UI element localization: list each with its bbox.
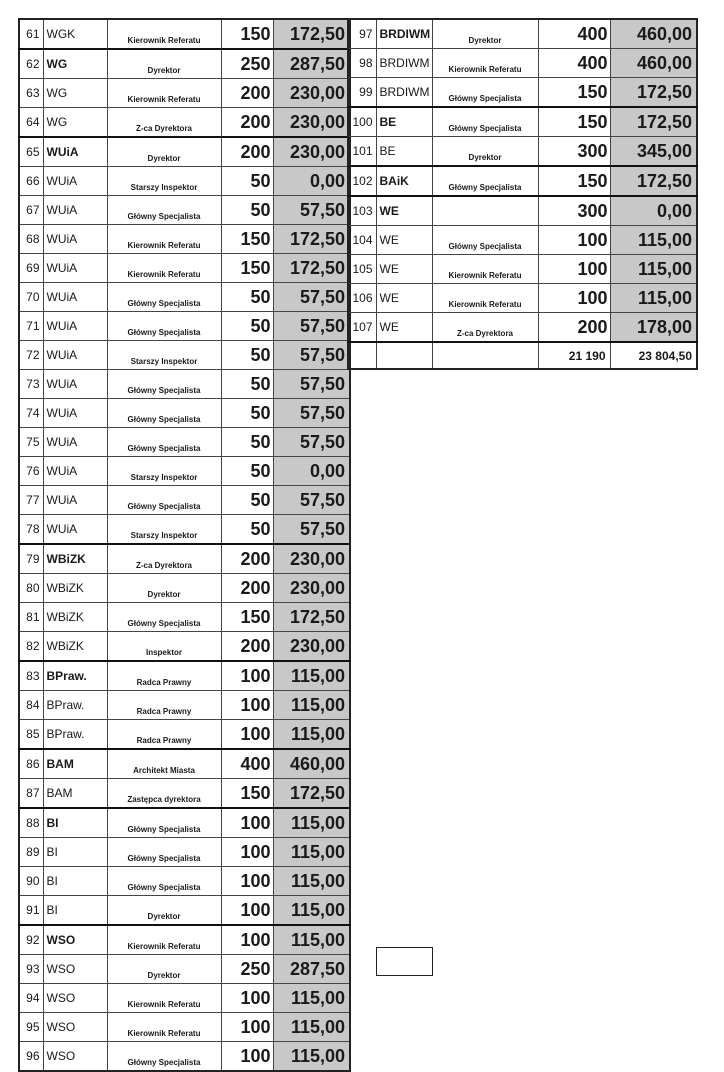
value: 57,50 [273, 283, 350, 312]
department-code: WUiA [43, 428, 107, 457]
amount: 50 [221, 486, 273, 515]
row-number: 79 [19, 544, 43, 574]
table-row [348, 313, 697, 343]
amount: 300 [538, 196, 610, 226]
row-number: 98 [348, 49, 376, 78]
position-title: Starszy Inspektor [107, 457, 221, 486]
department-code: BPraw. [43, 720, 107, 750]
totals-section [348, 342, 697, 369]
value: 230,00 [273, 79, 350, 108]
value: 115,00 [273, 925, 350, 955]
row-number: 65 [19, 137, 43, 167]
position-title: Główny Specjalista [432, 78, 538, 108]
position-title: Radca Prawny [107, 661, 221, 691]
amount: 100 [221, 720, 273, 750]
position-title: Zastępca dyrektora [107, 779, 221, 809]
table-row [19, 341, 350, 370]
position-title: Dyrektor [432, 137, 538, 167]
value: 115,00 [273, 691, 350, 720]
department-code: WUiA [43, 312, 107, 341]
table-row [348, 137, 697, 167]
table-row [19, 867, 350, 896]
row-number: 105 [348, 255, 376, 284]
department-code: WG [43, 108, 107, 138]
row-number: 95 [19, 1013, 43, 1042]
row-number: 67 [19, 196, 43, 225]
row-number: 90 [19, 867, 43, 896]
amount: 150 [538, 78, 610, 108]
table-row [19, 779, 350, 809]
table-row [19, 196, 350, 225]
table-row [348, 107, 697, 137]
table-row [19, 399, 350, 428]
department-code: WBiZK [43, 574, 107, 603]
amount: 100 [221, 1042, 273, 1072]
empty-box [376, 947, 433, 976]
department-code: WUiA [43, 137, 107, 167]
department-code: BE [376, 137, 432, 167]
department-code: WGK [43, 19, 107, 49]
amount: 50 [221, 167, 273, 196]
row-number: 102 [348, 166, 376, 196]
department-code: WE [376, 255, 432, 284]
table-row [348, 255, 697, 284]
amount: 50 [221, 341, 273, 370]
department-code: WUiA [43, 167, 107, 196]
table-row [19, 925, 350, 955]
table-row [19, 486, 350, 515]
department-code: WE [376, 284, 432, 313]
row-number: 99 [348, 78, 376, 108]
row-number: 94 [19, 984, 43, 1013]
table-row [19, 108, 350, 138]
value: 57,50 [273, 515, 350, 545]
right-table-body [348, 19, 697, 342]
row-number: 97 [348, 19, 376, 49]
department-code: WSO [43, 925, 107, 955]
department-code: WUiA [43, 399, 107, 428]
amount: 200 [221, 79, 273, 108]
value: 57,50 [273, 486, 350, 515]
table-row [19, 808, 350, 838]
department-code: WUiA [43, 254, 107, 283]
table-row [19, 896, 350, 926]
department-code: WE [376, 196, 432, 226]
position-title: Główny Specjalista [107, 486, 221, 515]
row-number: 77 [19, 486, 43, 515]
position-title: Kierownik Referatu [107, 254, 221, 283]
department-code: WUiA [43, 486, 107, 515]
row-number: 92 [19, 925, 43, 955]
table-row [19, 167, 350, 196]
position-title: Z-ca Dyrektora [432, 313, 538, 343]
value: 0,00 [610, 196, 697, 226]
position-title: Dyrektor [107, 137, 221, 167]
table-row [19, 457, 350, 486]
value: 115,00 [273, 838, 350, 867]
amount: 300 [538, 137, 610, 167]
table-row [19, 661, 350, 691]
row-number: 71 [19, 312, 43, 341]
value: 172,50 [273, 225, 350, 254]
position-title: Główny Specjalista [107, 196, 221, 225]
row-number: 107 [348, 313, 376, 343]
position-title: Kierownik Referatu [107, 19, 221, 49]
amount: 400 [538, 49, 610, 78]
amount: 100 [538, 284, 610, 313]
row-number: 106 [348, 284, 376, 313]
department-code: WUiA [43, 370, 107, 399]
position-title: Kierownik Referatu [432, 284, 538, 313]
value: 115,00 [273, 867, 350, 896]
position-title: Dyrektor [432, 19, 538, 49]
position-title: Główny Specjalista [107, 370, 221, 399]
position-title: Główny Specjalista [432, 107, 538, 137]
value: 287,50 [273, 955, 350, 984]
position-title: Radca Prawny [107, 691, 221, 720]
department-code: BPraw. [43, 661, 107, 691]
row-number: 104 [348, 226, 376, 255]
table-row [348, 226, 697, 255]
position-title: Kierownik Referatu [107, 925, 221, 955]
department-code: WUiA [43, 515, 107, 545]
value: 57,50 [273, 370, 350, 399]
value: 115,00 [273, 661, 350, 691]
position-title: Radca Prawny [107, 720, 221, 750]
department-code: WUiA [43, 341, 107, 370]
department-code: WUiA [43, 225, 107, 254]
position-title: Główny Specjalista [107, 1042, 221, 1072]
position-title: Architekt Miasta [107, 749, 221, 779]
value: 172,50 [610, 166, 697, 196]
amount: 100 [221, 1013, 273, 1042]
value: 460,00 [610, 49, 697, 78]
row-number: 100 [348, 107, 376, 137]
department-code: WSO [43, 955, 107, 984]
amount: 100 [221, 661, 273, 691]
table-row [19, 1013, 350, 1042]
department-code: BRDIWM [376, 19, 432, 49]
row-number: 70 [19, 283, 43, 312]
department-code: BAiK [376, 166, 432, 196]
department-code: WG [43, 49, 107, 79]
row-number: 87 [19, 779, 43, 809]
row-number: 84 [19, 691, 43, 720]
value: 115,00 [273, 1042, 350, 1072]
table-row [19, 984, 350, 1013]
value: 172,50 [273, 603, 350, 632]
amount: 400 [538, 19, 610, 49]
position-title: Główny Specjalista [107, 399, 221, 428]
row-number: 75 [19, 428, 43, 457]
position-title: Starszy Inspektor [107, 515, 221, 545]
amount: 100 [221, 691, 273, 720]
table-row [19, 49, 350, 79]
row-number: 103 [348, 196, 376, 226]
position-title: Starszy Inspektor [107, 167, 221, 196]
table-row [19, 428, 350, 457]
amount: 250 [221, 955, 273, 984]
value: 115,00 [273, 808, 350, 838]
department-code: BRDIWM [376, 49, 432, 78]
row-number: 78 [19, 515, 43, 545]
row-number: 89 [19, 838, 43, 867]
position-title: Inspektor [107, 632, 221, 662]
value: 172,50 [273, 779, 350, 809]
value: 460,00 [610, 19, 697, 49]
row-number: 96 [19, 1042, 43, 1072]
row-number: 64 [19, 108, 43, 138]
value: 172,50 [273, 19, 350, 49]
amount: 150 [221, 225, 273, 254]
table-row [348, 49, 697, 78]
value: 57,50 [273, 312, 350, 341]
value: 115,00 [273, 720, 350, 750]
row-number: 68 [19, 225, 43, 254]
row-number: 91 [19, 896, 43, 926]
department-code: BAM [43, 779, 107, 809]
position-title: Kierownik Referatu [432, 255, 538, 284]
value: 115,00 [610, 255, 697, 284]
table-row [348, 166, 697, 196]
table-row [19, 515, 350, 545]
value: 115,00 [273, 1013, 350, 1042]
table-row [19, 632, 350, 662]
left-table-body [19, 19, 350, 1071]
row-number: 83 [19, 661, 43, 691]
department-code: WSO [43, 1013, 107, 1042]
value: 57,50 [273, 196, 350, 225]
row-number: 88 [19, 808, 43, 838]
amount: 150 [221, 254, 273, 283]
row-number: 69 [19, 254, 43, 283]
amount: 150 [221, 603, 273, 632]
amount: 100 [221, 808, 273, 838]
value: 345,00 [610, 137, 697, 167]
row-number: 66 [19, 167, 43, 196]
value: 0,00 [273, 167, 350, 196]
amount: 100 [221, 838, 273, 867]
position-title: Kierownik Referatu [107, 1013, 221, 1042]
row-number: 86 [19, 749, 43, 779]
value: 230,00 [273, 632, 350, 662]
table-row [19, 574, 350, 603]
department-code: WSO [43, 1042, 107, 1072]
value: 178,00 [610, 313, 697, 343]
department-code: BPraw. [43, 691, 107, 720]
value: 115,00 [273, 984, 350, 1013]
amount: 200 [221, 108, 273, 138]
department-code: BI [43, 838, 107, 867]
row-number: 74 [19, 399, 43, 428]
department-code: WUiA [43, 457, 107, 486]
table-row [19, 137, 350, 167]
value: 115,00 [273, 896, 350, 926]
position-title: Kierownik Referatu [432, 49, 538, 78]
table-row [19, 19, 350, 49]
table-row [19, 254, 350, 283]
table-row [19, 749, 350, 779]
amount: 50 [221, 370, 273, 399]
table-row [348, 19, 697, 49]
row-number: 61 [19, 19, 43, 49]
amount: 50 [221, 457, 273, 486]
row-number: 93 [19, 955, 43, 984]
table-row [348, 196, 697, 226]
position-title: Dyrektor [107, 955, 221, 984]
value: 115,00 [610, 226, 697, 255]
amount: 200 [221, 544, 273, 574]
amount: 50 [221, 399, 273, 428]
amount: 100 [221, 896, 273, 926]
department-code: WE [376, 226, 432, 255]
position-title: Dyrektor [107, 896, 221, 926]
table-row [19, 1042, 350, 1072]
table-row [19, 691, 350, 720]
position-title: Główny Specjalista [107, 312, 221, 341]
row-number: 81 [19, 603, 43, 632]
table-row [19, 283, 350, 312]
position-title: Główny Specjalista [107, 808, 221, 838]
amount: 100 [221, 867, 273, 896]
amount: 150 [538, 166, 610, 196]
position-title: Główny Specjalista [432, 226, 538, 255]
table-row [19, 603, 350, 632]
department-code: BE [376, 107, 432, 137]
position-title: Główny Specjalista [107, 867, 221, 896]
position-title: Dyrektor [107, 574, 221, 603]
position-title: Kierownik Referatu [107, 984, 221, 1013]
value: 57,50 [273, 428, 350, 457]
position-title: Kierownik Referatu [107, 79, 221, 108]
amount: 50 [221, 283, 273, 312]
total-amount: 21 190 [538, 342, 610, 369]
department-code: WG [43, 79, 107, 108]
amount: 150 [538, 107, 610, 137]
amount: 50 [221, 312, 273, 341]
table-row [19, 225, 350, 254]
amount: 400 [221, 749, 273, 779]
row-number: 63 [19, 79, 43, 108]
position-title: Główny Specjalista [432, 166, 538, 196]
value: 57,50 [273, 399, 350, 428]
department-code: WBiZK [43, 632, 107, 662]
value: 0,00 [273, 457, 350, 486]
total-value: 23 804,50 [610, 342, 697, 369]
amount: 100 [221, 925, 273, 955]
position-title: Dyrektor [107, 49, 221, 79]
value: 230,00 [273, 108, 350, 138]
table-row [19, 955, 350, 984]
amount: 150 [221, 779, 273, 809]
row-number: 72 [19, 341, 43, 370]
amount: 200 [221, 632, 273, 662]
value: 57,50 [273, 341, 350, 370]
value: 172,50 [610, 107, 697, 137]
table-row [19, 720, 350, 750]
table-row [19, 312, 350, 341]
position-title: Starszy Inspektor [107, 341, 221, 370]
left-table [18, 18, 351, 1072]
position-title: Główny Specjalista [107, 838, 221, 867]
amount: 250 [221, 49, 273, 79]
value: 230,00 [273, 544, 350, 574]
totals-empty-position [432, 342, 538, 369]
amount: 50 [221, 428, 273, 457]
row-number: 82 [19, 632, 43, 662]
department-code: BI [43, 867, 107, 896]
department-code: WUiA [43, 283, 107, 312]
totals-row [348, 342, 697, 369]
value: 230,00 [273, 574, 350, 603]
amount: 50 [221, 196, 273, 225]
department-code: WBiZK [43, 603, 107, 632]
position-title: Z-ca Dyrektora [107, 544, 221, 574]
row-number: 62 [19, 49, 43, 79]
totals-empty-dept [376, 342, 432, 369]
value: 460,00 [273, 749, 350, 779]
row-number: 76 [19, 457, 43, 486]
right-table [347, 18, 698, 370]
position-title [432, 196, 538, 226]
position-title: Główny Specjalista [107, 428, 221, 457]
totals-empty-no [348, 342, 376, 369]
row-number: 85 [19, 720, 43, 750]
department-code: WE [376, 313, 432, 343]
table-row [19, 370, 350, 399]
amount: 200 [221, 137, 273, 167]
amount: 200 [221, 574, 273, 603]
department-code: WBiZK [43, 544, 107, 574]
value: 172,50 [273, 254, 350, 283]
value: 287,50 [273, 49, 350, 79]
amount: 50 [221, 515, 273, 545]
table-row [348, 78, 697, 108]
row-number: 101 [348, 137, 376, 167]
amount: 150 [221, 19, 273, 49]
department-code: BRDIWM [376, 78, 432, 108]
department-code: WSO [43, 984, 107, 1013]
amount: 100 [538, 226, 610, 255]
department-code: BAM [43, 749, 107, 779]
value: 230,00 [273, 137, 350, 167]
table-row [348, 284, 697, 313]
amount: 100 [538, 255, 610, 284]
position-title: Główny Specjalista [107, 283, 221, 312]
department-code: BI [43, 808, 107, 838]
row-number: 80 [19, 574, 43, 603]
amount: 100 [221, 984, 273, 1013]
position-title: Główny Specjalista [107, 603, 221, 632]
department-code: BI [43, 896, 107, 926]
position-title: Kierownik Referatu [107, 225, 221, 254]
value: 172,50 [610, 78, 697, 108]
table-row [19, 838, 350, 867]
position-title: Z-ca Dyrektora [107, 108, 221, 138]
row-number: 73 [19, 370, 43, 399]
amount: 200 [538, 313, 610, 343]
table-row [19, 544, 350, 574]
value: 115,00 [610, 284, 697, 313]
table-row [19, 79, 350, 108]
department-code: WUiA [43, 196, 107, 225]
